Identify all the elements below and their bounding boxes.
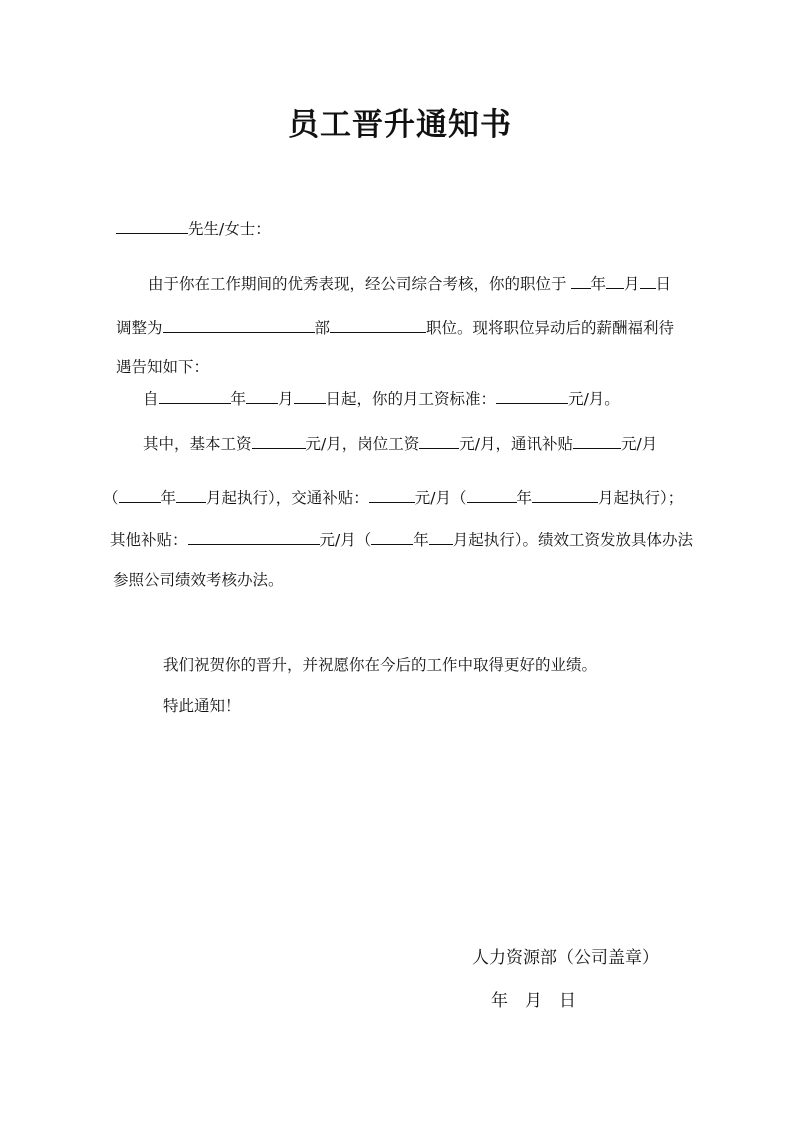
salutation-line xyxy=(116,217,271,240)
month-blank xyxy=(176,486,206,503)
paragraph-1-line-2 xyxy=(116,316,674,339)
month-blank xyxy=(246,387,278,404)
other-allowance-blank xyxy=(188,528,320,545)
text: 元/月（ xyxy=(414,489,467,507)
department-blank xyxy=(163,316,315,333)
name-blank xyxy=(116,217,188,234)
text: 其中，基本工资 xyxy=(143,435,252,453)
paragraph-3-line-4: 参照公司绩效考核办法。 xyxy=(113,571,284,589)
notice-text: 特此通知！ xyxy=(163,697,241,715)
base-salary-blank xyxy=(252,432,306,449)
text: 职位。现将职位异动后的薪酬福利待 xyxy=(426,319,675,337)
salutation: 先生/女士： xyxy=(188,220,271,238)
text: 调整为 xyxy=(116,319,163,337)
text: 年 xyxy=(230,390,247,408)
text: 月起执行），交通补贴： xyxy=(206,489,369,507)
year-blank xyxy=(159,387,231,404)
text: 由于你在工作期间的优秀表现，经公司综合考核，你的职位于 xyxy=(148,275,567,293)
year-blank xyxy=(571,272,591,289)
day-blank xyxy=(640,272,656,289)
transport-allowance-blank xyxy=(369,486,415,503)
year-blank xyxy=(371,528,413,545)
text: 年 xyxy=(516,489,533,507)
text: 元/月，岗位工资 xyxy=(305,435,420,453)
month-blank xyxy=(532,486,598,503)
text: （ xyxy=(103,489,119,507)
paragraph-3-line-3 xyxy=(110,528,693,551)
text: 元/月。 xyxy=(568,390,620,408)
text: 月 xyxy=(278,390,294,408)
congratulation-text: 我们祝贺你的晋升，并祝愿你在今后的工作中取得更好的业绩。 xyxy=(163,656,598,674)
text: 日 xyxy=(655,275,672,293)
phone-allowance-blank xyxy=(573,432,621,449)
text: 月 xyxy=(624,275,640,293)
paragraph-1-line-3: 遇告知如下： xyxy=(116,358,210,376)
paragraph-2-line xyxy=(143,387,620,410)
document-title: 员工晋升通知书 xyxy=(288,107,512,143)
text: 年 xyxy=(590,275,607,293)
day-blank xyxy=(294,387,326,404)
text: 其他补贴： xyxy=(110,531,188,549)
text: 自 xyxy=(143,390,159,408)
month-blank xyxy=(429,528,453,545)
signature-department: 人力资源部（公司盖章） xyxy=(472,948,659,968)
text: 元/月 xyxy=(620,435,658,453)
text: 元/月（ xyxy=(319,531,372,549)
post-salary-blank xyxy=(419,432,459,449)
text: 元/月，通讯补贴 xyxy=(459,435,573,453)
text: 年 xyxy=(413,531,429,549)
year-blank xyxy=(119,486,161,503)
text: 日起，你的月工资标准： xyxy=(325,390,497,408)
year-blank xyxy=(467,486,517,503)
position-blank xyxy=(330,316,426,333)
month-blank xyxy=(606,272,624,289)
text: 月起执行）。绩效工资发放具体办法 xyxy=(452,531,694,549)
text: 部 xyxy=(314,319,331,337)
salary-blank xyxy=(496,387,568,404)
text: 年 xyxy=(160,489,177,507)
signature-date: 年 月 日 xyxy=(491,991,576,1011)
paragraph-3-line-1 xyxy=(143,432,657,455)
text: 月起执行）； xyxy=(598,489,684,507)
paragraph-3-line-2 xyxy=(103,486,683,509)
paragraph-1-line-1 xyxy=(148,272,671,295)
